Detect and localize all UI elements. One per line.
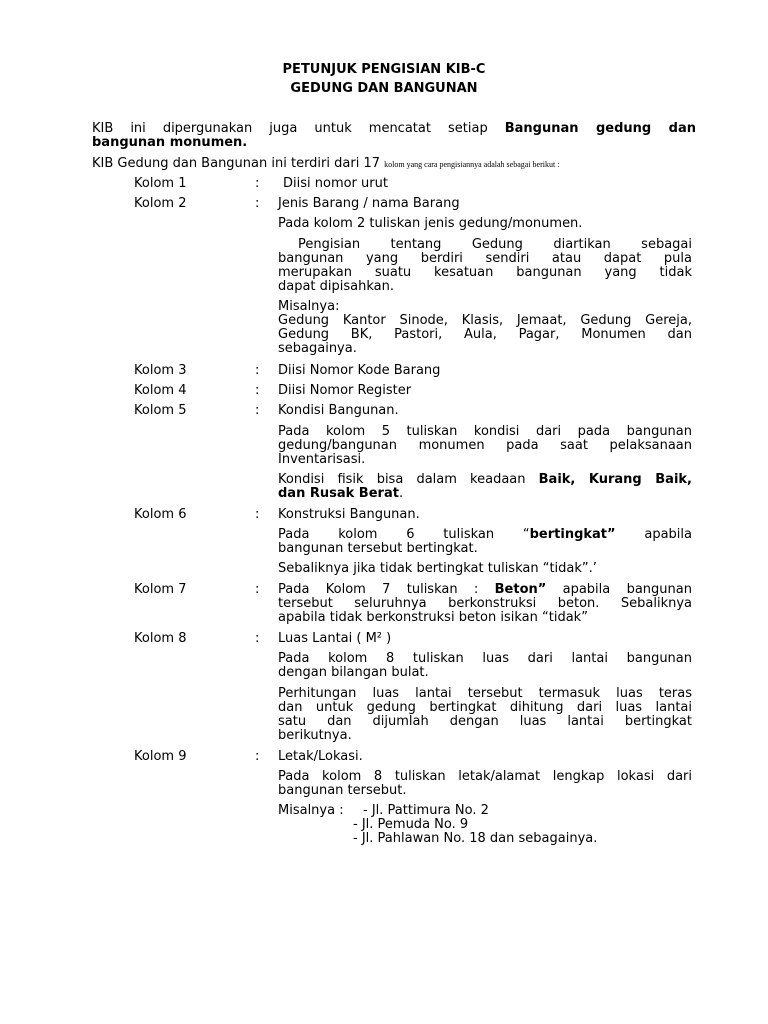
kolom-2-example [278,300,692,356]
k7-line-2: tersebut seluruhnya berkonstruksi beton. Sebaliknya [278,596,692,611]
k8-line-4: dan untuk gedung bertingkat dihitung dari luas lantai [278,700,692,715]
kolom-8-paragraph-2 [278,687,692,743]
kolom-9-colon: : [255,749,260,764]
kolom-2-paragraph [278,238,692,294]
k7-bold: Beton” [494,582,547,597]
k2-line-3: merupakan suatu kesatuan bangunan yang tidak [278,265,692,280]
kolom-1-value: Diisi nomor urut [283,176,388,191]
kolom-4-label: Kolom 4 [134,383,187,398]
kolom-3-value: Diisi Nomor Kode Barang [278,363,441,378]
k5-condition-bold-1: Baik, Kurang Baik, [538,472,692,487]
k2-line-4: dapat dipisahkan. [278,279,395,294]
kolom-5-paragraph [278,425,692,467]
kolom-6-colon: : [255,507,260,522]
k2-example-line-3: sebagainya. [278,341,357,356]
kolom-2-colon: : [255,196,260,211]
kolom-8-paragraph-1 [278,652,692,680]
kolom-4-colon: : [255,383,260,398]
intro-paragraph-1 [92,122,696,150]
k9-line-2: bangunan tersebut. [278,783,407,798]
kolom-7-colon: : [255,582,260,597]
kolom-1-label: Kolom 1 [134,176,187,191]
k5-line-2: gedung/bangunan monumen pada saat pelaksanaan [278,438,692,453]
intro-2-small-text: kolom yang cara pengisiannya adalah sebagai berikut : [384,160,560,169]
kolom-6-paragraph [278,528,692,556]
k6-line-2: bangunan tersebut bertingkat. [278,541,478,556]
k7-text-1: Pada Kolom 7 tuliskan : [278,582,479,597]
kolom-5-colon: : [255,403,260,418]
k6-bold: bertingkat” [529,527,616,542]
document-subtitle: GEDUNG DAN BANGUNAN [290,81,478,96]
kolom-1-colon: : [255,176,260,191]
kolom-9-paragraph [278,770,692,798]
k9-line-1: Pada kolom 8 tuliskan letak/alamat lengkap lokasi dari [278,769,692,784]
kolom-2-value: Jenis Barang / nama Barang [278,196,460,211]
k5-condition-bold-2: dan Rusak Berat [278,486,399,501]
kolom-8-value: Luas Lantai ( M² ) [278,631,392,646]
intro-1-bold-2: bangunan monumen. [92,135,248,150]
kolom-8-label: Kolom 8 [134,631,187,646]
kolom-6-label: Kolom 6 [134,507,187,522]
intro-1-text: KIB ini dipergunakan juga untuk mencatat setiap [92,121,488,136]
k8-line-3: Perhitungan luas lantai tersebut termasuk luas teras [278,686,692,701]
kolom-3-colon: : [255,363,260,378]
kolom-7-label: Kolom 7 [134,582,187,597]
kolom-5-value: Kondisi Bangunan. [278,403,399,418]
k8-line-6: berikutnya. [278,728,352,743]
k5-line-1: Pada kolom 5 tuliskan kondisi dari pada bangunan [278,424,692,439]
kolom-3-label: Kolom 3 [134,363,187,378]
kolom-5-label: Kolom 5 [134,403,187,418]
kolom-7-paragraph [278,583,692,625]
kolom-9-label: Kolom 9 [134,749,187,764]
intro-2-text: KIB Gedung dan Bangunan ini terdiri dari 17 [92,156,380,171]
k8-line-5: satu dan dijumlah dengan luas lantai bertingkat [278,714,692,729]
kolom-2-label: Kolom 2 [134,196,187,211]
kolom-9-example-label: Misalnya : [278,803,344,818]
intro-1-bold: Bangunan gedung dan [504,121,696,136]
k5-line-3: Inventarisasi. [278,452,366,467]
k2-line-2: bangunan yang berdiri sendiri atau dapat pula [278,251,692,266]
k8-line-2: dengan bilangan bulat. [278,665,429,680]
kolom-5-condition [278,473,692,501]
kolom-9-example-3: - Jl. Pahlawan No. 18 dan sebagainya. [353,831,598,846]
k2-line-1: Pengisian tentang Gedung diartikan sebagai [298,237,692,252]
kolom-6-note: Sebaliknya jika tidak bertingkat tuliskan “tidak”.’ [278,561,597,576]
k6-text-1: Pada kolom 6 tuliskan “ [278,527,530,542]
kolom-9-value: Letak/Lokasi. [278,749,363,764]
document-title: PETUNJUK PENGISIAN KIB-C [282,62,486,77]
kolom-9-example-1: - Jl. Pattimura No. 2 [363,803,489,818]
k5-condition-period: . [398,486,404,501]
k2-example-line-2: Gedung BK, Pastori, Aula, Pagar, Monumen dan [278,327,692,342]
kolom-2-note: Pada kolom 2 tuliskan jenis gedung/monumen. [278,216,583,231]
kolom-4-value: Diisi Nomor Register [278,383,412,398]
k7-text-2: apabila bangunan [562,582,692,597]
k6-text-2: apabila [644,527,692,542]
k7-line-3: apabila tidak berkonstruksi beton isikan “tidak” [278,610,588,625]
intro-paragraph-2 [92,157,696,172]
k2-example-line-1: Gedung Kantor Sinode, Klasis, Jemaat, Gedung Gereja, [278,313,692,328]
k5-condition-text: Kondisi fisik bisa dalam keadaan [278,472,526,487]
k8-line-1: Pada kolom 8 tuliskan luas dari lantai bangunan [278,651,692,666]
kolom-9-example-2: - Jl. Pemuda No. 9 [353,817,469,832]
k2-example-label: Misalnya: [278,299,340,314]
kolom-6-value: Konstruksi Bangunan. [278,507,420,522]
kolom-8-colon: : [255,631,260,646]
